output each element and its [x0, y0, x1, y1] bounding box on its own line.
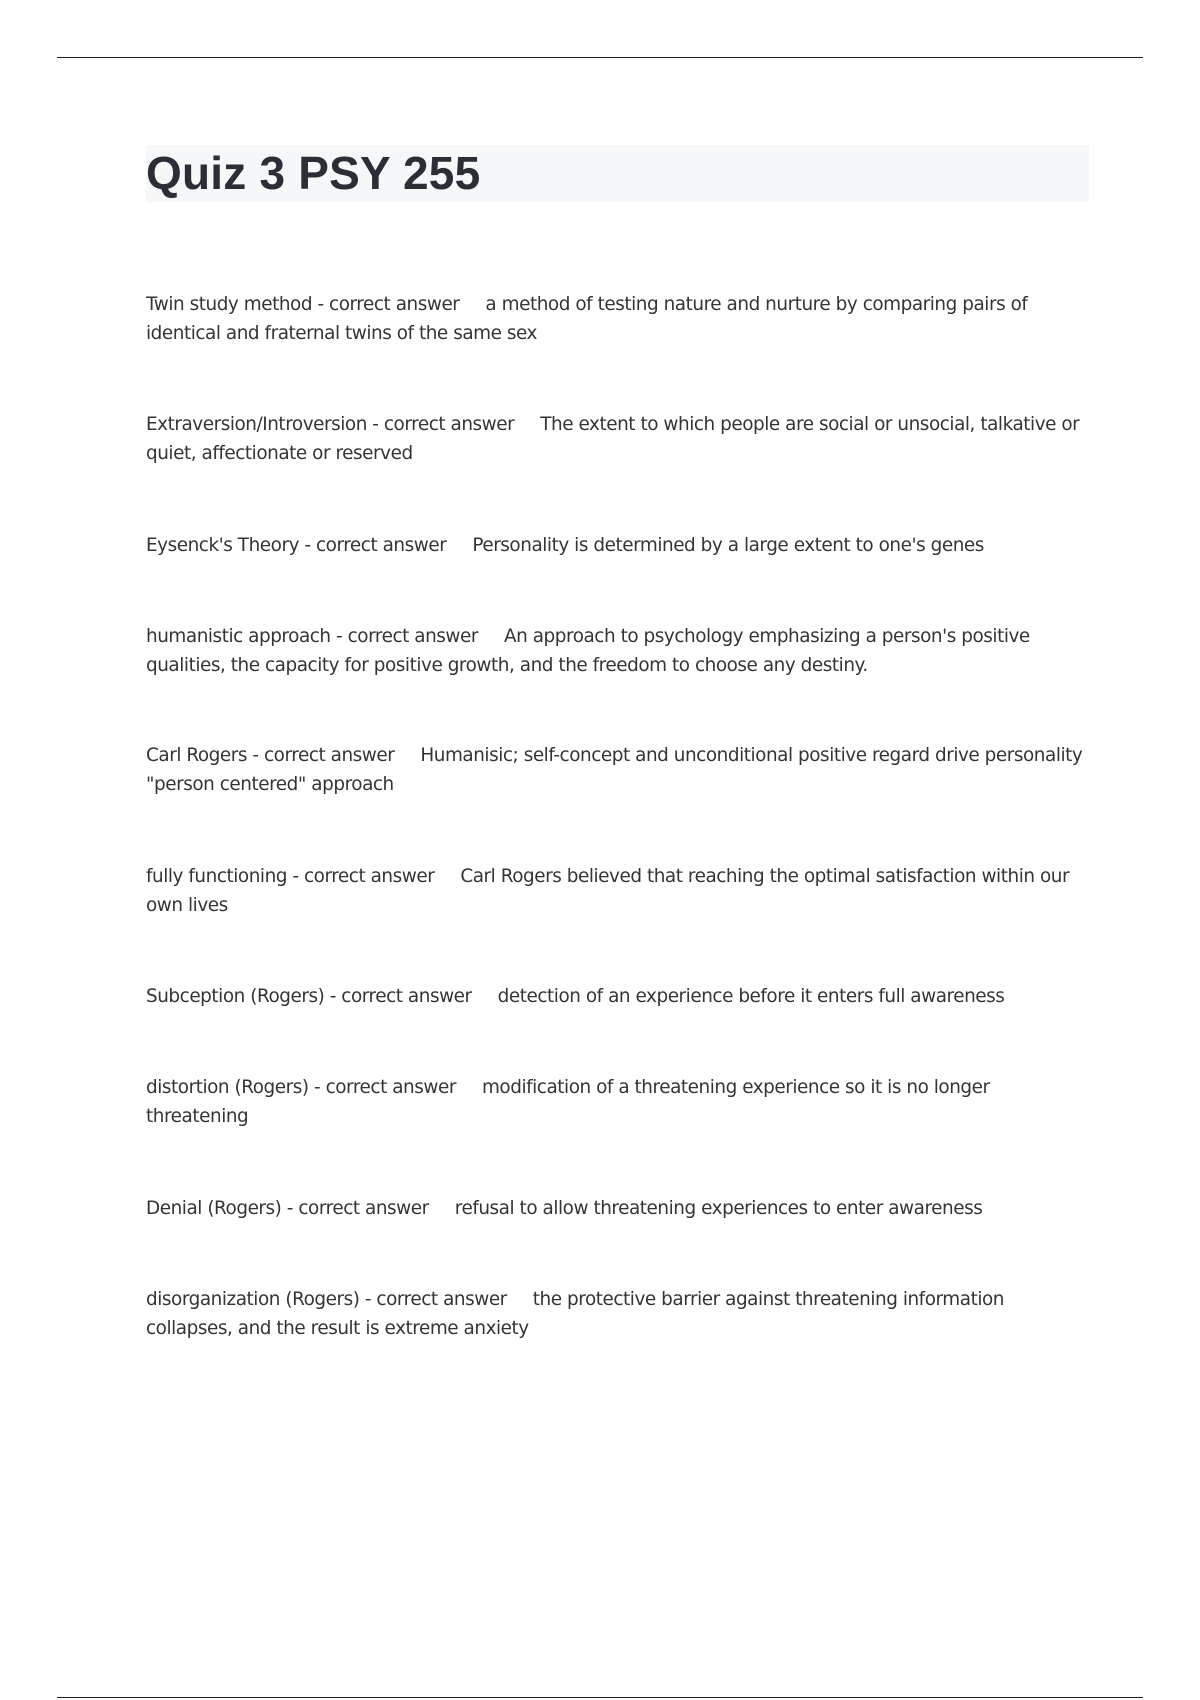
- list-item: [146, 741, 1091, 799]
- list-item: [146, 1285, 1091, 1343]
- entry-definition: modification of a threatening experience so it is no longer threatening: [146, 1077, 990, 1127]
- entry-term: disorganization (Rogers): [146, 1289, 360, 1310]
- list-item: [146, 531, 1091, 560]
- entry-separator: - correct answer: [324, 986, 472, 1007]
- entry-term: fully functioning: [146, 866, 287, 887]
- list-item: [146, 290, 1091, 348]
- entry-definition: Carl Rogers believed that reaching the optimal satisfaction within our own lives: [146, 866, 1070, 916]
- entry-definition: Humanisic; self-concept and unconditional positive regard drive personality "person centered" approach: [146, 745, 1083, 795]
- entry-separator: - correct answer: [299, 535, 447, 556]
- entry-term: Twin study method: [146, 294, 313, 315]
- entry-term: Extraversion/Introversion: [146, 414, 367, 435]
- list-item: [146, 1073, 1091, 1131]
- entry-separator: - correct answer: [312, 294, 460, 315]
- entry-separator: - correct answer: [247, 745, 395, 766]
- entry-definition: detection of an experience before it enters full awareness: [497, 986, 1005, 1007]
- entry-separator: - correct answer: [287, 866, 435, 887]
- entry-definition: An approach to psychology emphasizing a person's positive qualities, the capacity for positive growth, and the freedom to choose any destiny.: [146, 626, 1030, 676]
- entry-definition: The extent to which people are social or unsocial, talkative or quiet, affectionate or reserved: [146, 414, 1080, 464]
- entry-definition: refusal to allow threatening experiences to enter awareness: [454, 1198, 983, 1219]
- entry-separator: - correct answer: [359, 1289, 507, 1310]
- entry-separator: - correct answer: [281, 1198, 429, 1219]
- entry-separator: - correct answer: [330, 626, 478, 647]
- bottom-rule: [57, 1697, 1143, 1698]
- entry-term: Carl Rogers: [146, 745, 248, 766]
- list-item: [146, 862, 1091, 920]
- entry-separator: - correct answer: [308, 1077, 456, 1098]
- entry-definition: the protective barrier against threatening information collapses, and the result is extreme anxiety: [146, 1289, 1005, 1339]
- entry-definition: Personality is determined by a large extent to one's genes: [472, 535, 984, 556]
- list-item: [146, 410, 1091, 468]
- entry-term: Denial (Rogers): [146, 1198, 282, 1219]
- list-item: [146, 1194, 1091, 1223]
- entry-term: Eysenck's Theory: [146, 535, 299, 556]
- entry-term: Subception (Rogers): [146, 986, 325, 1007]
- page-title: Quiz 3 PSY 255: [146, 147, 481, 199]
- entry-term: distortion (Rogers): [146, 1077, 309, 1098]
- entry-term: humanistic approach: [146, 626, 331, 647]
- entry-separator: - correct answer: [366, 414, 515, 435]
- top-rule: [57, 57, 1143, 58]
- list-item: [146, 622, 1091, 680]
- entry-definition: a method of testing nature and nurture by comparing pairs of identical and fraternal twins of the same sex: [146, 294, 1028, 344]
- list-item: [146, 982, 1091, 1011]
